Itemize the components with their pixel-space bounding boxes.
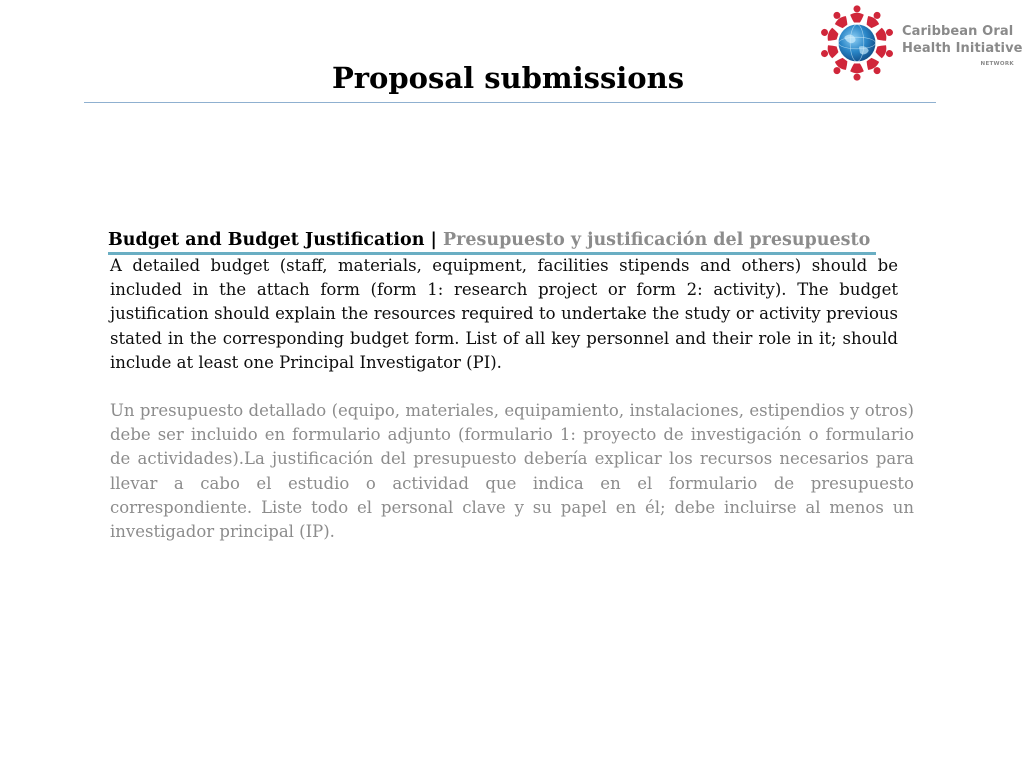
heading-separator: | xyxy=(424,230,443,250)
page-title: Proposal submissions xyxy=(331,61,685,95)
heading-spanish: Presupuesto y justificación del presupuesto xyxy=(442,230,871,250)
paragraph-english: A detailed budget (staff, materials, equipment, facilities stipends and others) should be included in the attach form (form 1: research project or form 2: activity). The budget justification should explain the resources required to undertake the study or activity previous stated in the corresponding budget form. List of all key personnel and their role in it; should include at least one Principal Investigator (PI). xyxy=(110,256,898,372)
budget-section xyxy=(110,228,914,544)
logo-line-2: Health Initiative xyxy=(902,41,1023,56)
title-divider xyxy=(84,102,936,103)
logo-figure-icon xyxy=(874,25,895,43)
logo-tagline: NETWORK xyxy=(980,61,1014,67)
logo-wordmark xyxy=(902,23,1023,57)
logo-line-1: Caribbean Oral xyxy=(902,24,1014,39)
logo-figure-icon xyxy=(850,5,864,22)
paragraph-spanish: Un presupuesto detallado (equipo, materiales, equipamiento, instalaciones, estipendios y otros) debe ser incluido en formulario adjunto (formulario 1: proyecto de investigación o formulario de actividades).La justificación del presupuesto debería explicar los recursos necesarios para llevar a cabo el estudio o actividad que indica en el formulario de presupuesto correspondiente. Liste todo el personal clave y su papel en él; debe incluirse al menos un investigador principal (IP). xyxy=(110,401,914,542)
logo-figure-icon xyxy=(819,25,840,43)
section-heading xyxy=(108,228,876,255)
heading-english: Budget and Budget Justification xyxy=(108,230,425,250)
logo-figure-icon xyxy=(864,9,885,31)
logo-figure-icon xyxy=(829,9,850,31)
